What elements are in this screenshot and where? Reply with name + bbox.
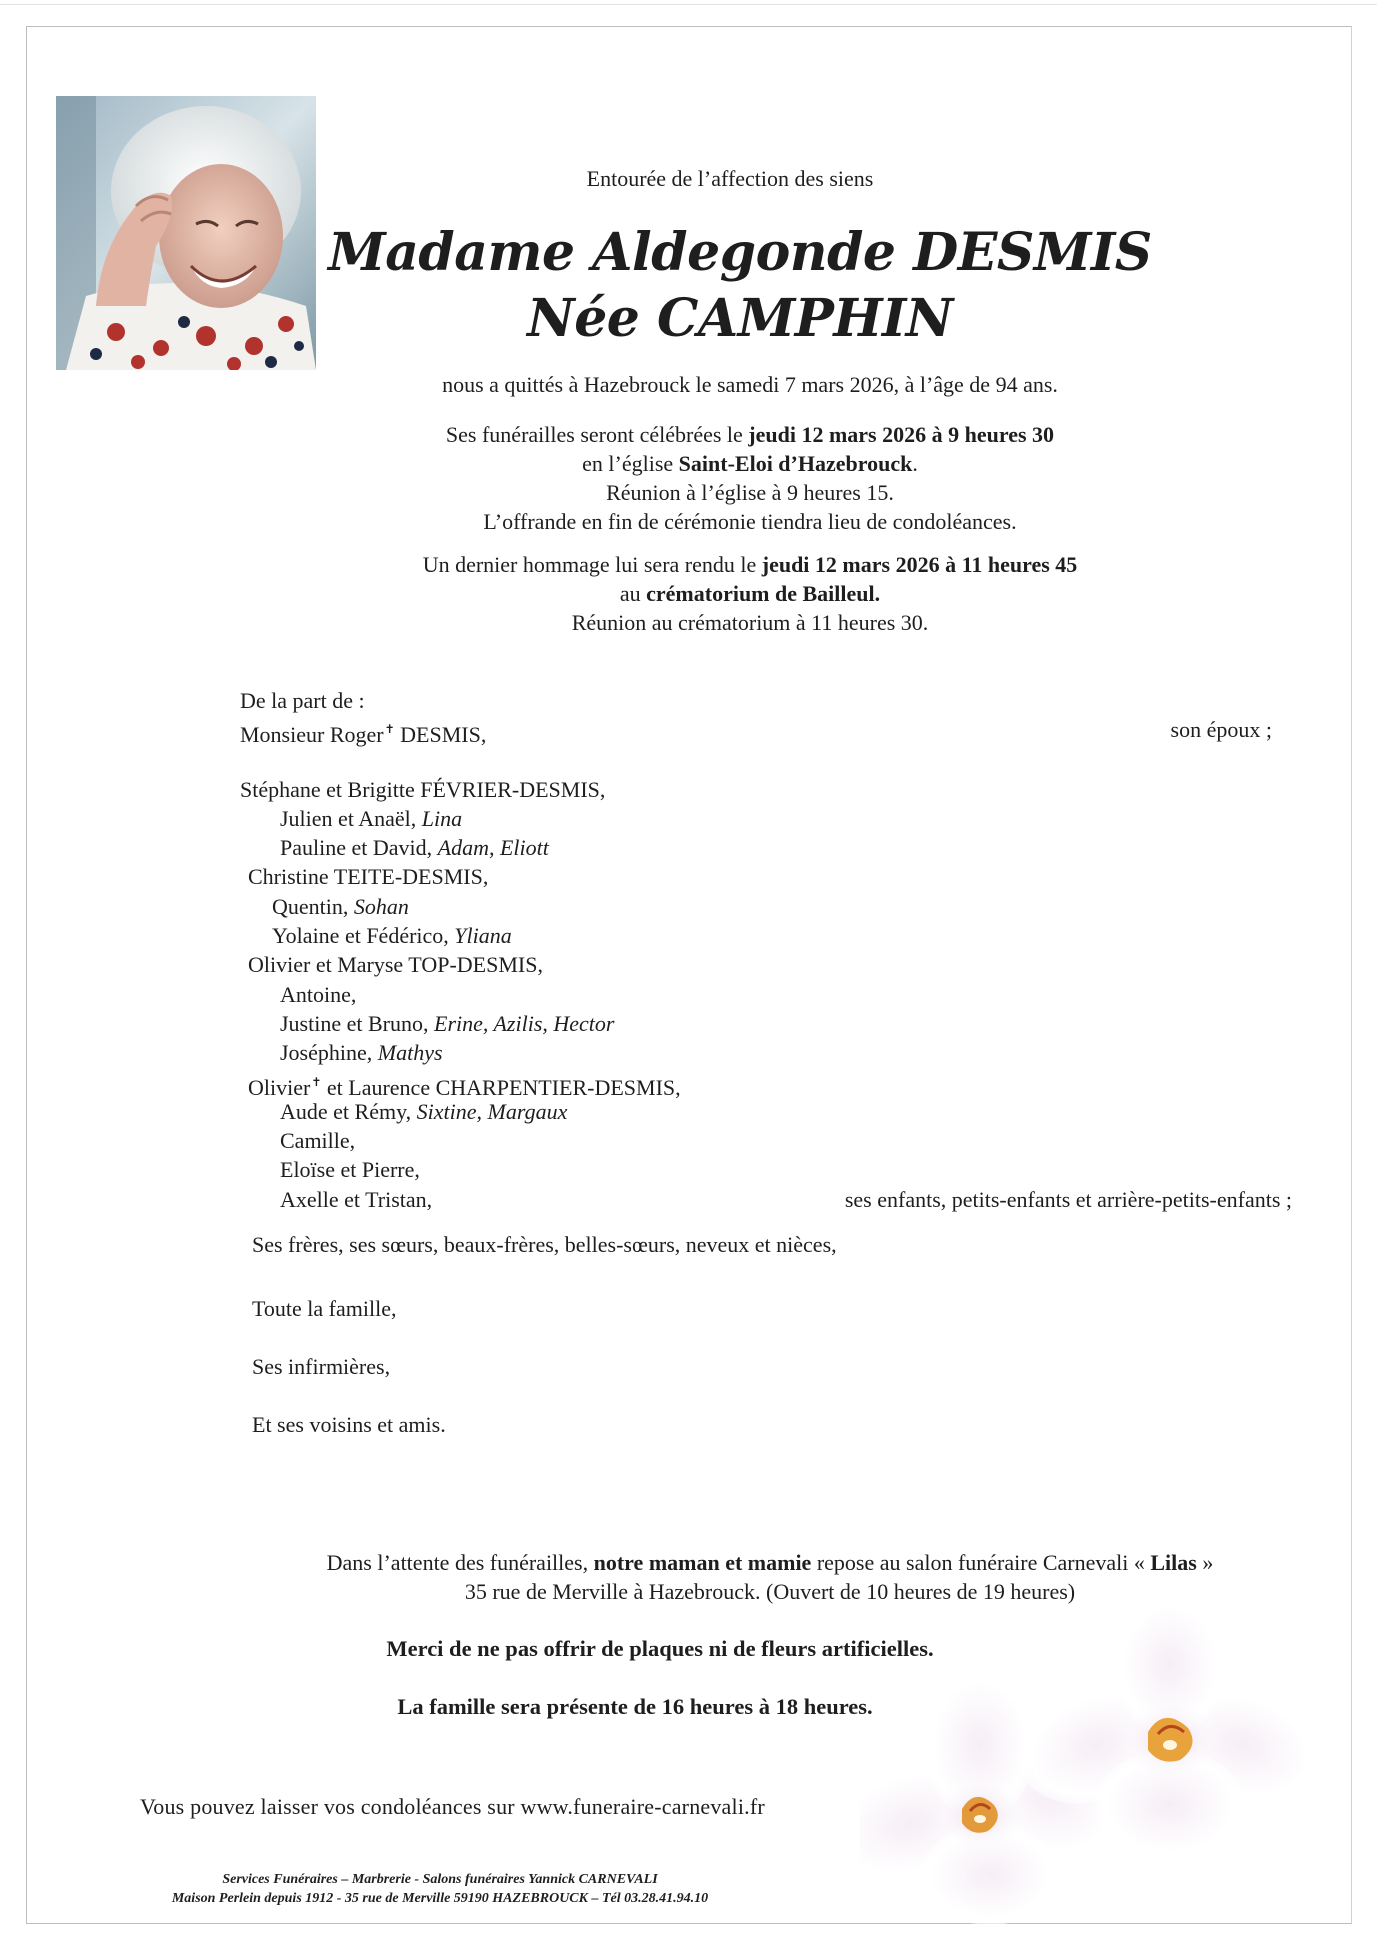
church-prefix: en l’église [582, 451, 679, 476]
family-list [240, 686, 1300, 1214]
great-grandchild-names: Sixtine, Margaux [416, 1098, 568, 1124]
whole-family-line: Toute la famille, [252, 1296, 397, 1321]
husband-surname: DESMIS, [394, 722, 487, 748]
husband-name: Monsieur Roger [240, 722, 384, 748]
child-row [240, 1068, 1300, 1100]
rest-line-1 [240, 1548, 1300, 1577]
funeral-church-line [330, 449, 1170, 478]
maiden-name: Née CAMPHIN [527, 288, 953, 349]
church-suffix: . [912, 451, 918, 476]
rest-who: notre maman et mamie [593, 1550, 812, 1575]
child-row: Christine TEITE-DESMIS, [248, 864, 489, 890]
children-role: ses enfants, petits-enfants et arrière-petits-enfants ; [844, 1186, 1292, 1212]
grandchild-row: Antoine, [280, 981, 357, 1007]
tribute-details [330, 550, 1170, 637]
nurses-line: Ses infirmières, [252, 1354, 391, 1379]
grandchild-names: Yolaine et Fédérico, [272, 923, 455, 949]
grandchild-row [240, 1009, 1300, 1038]
grandchild-row [240, 833, 1300, 862]
grandchild-names: Julien et Anaël, [280, 805, 422, 831]
great-grandchild-names: Sohan [353, 893, 409, 919]
grandchild-names: Axelle et Tristan, [280, 1186, 433, 1212]
great-grandchild-names: Yliana [454, 923, 512, 949]
rest-salon: repose au salon funéraire Carnevali « [811, 1550, 1151, 1575]
tribute-prefix: Un dernier hommage lui sera rendu le [422, 552, 762, 577]
funeral-details [330, 420, 1170, 536]
tribute-date: jeudi 12 mars 2026 à 11 heures 45 [761, 552, 1078, 577]
friends-line: Et ses voisins et amis. [252, 1412, 446, 1437]
from-label: De la part de : [240, 688, 365, 713]
grandchild-row [240, 892, 1300, 921]
grandchild-row [240, 1038, 1300, 1067]
tribute-date-line [330, 550, 1170, 579]
crematorium-name: crématorium de Bailleul. [646, 581, 881, 606]
death-notice-line: nous a quittés à Hazebrouck le samedi 7 mars 2026, à l’âge de 94 ans. [442, 372, 1058, 397]
great-grandchild-names: Lina [421, 805, 463, 831]
rest-suffix: » [1196, 1550, 1214, 1575]
crematorium-prefix: au [619, 581, 647, 606]
child-name: Olivier [248, 1074, 311, 1100]
grandchild-row [240, 921, 1300, 950]
rest-prefix: Dans l’attente des funérailles, [326, 1550, 594, 1575]
siblings-line: Ses frères, ses sœurs, beaux-frères, belles-sœurs, neveux et nièces, [252, 1232, 837, 1257]
funeral-date-prefix: Ses funérailles seront célébrées le [445, 422, 749, 447]
church-meeting-line: Réunion à l’église à 9 heures 15. [606, 480, 894, 505]
no-plaques-notice: Merci de ne pas offrir de plaques ni de fleurs artificielles. [386, 1636, 934, 1661]
rest-location [240, 1548, 1300, 1606]
child-row: Stéphane et Brigitte FÉVRIER-DESMIS, [240, 776, 606, 802]
child-row: Olivier et Maryse TOP-DESMIS, [248, 952, 543, 978]
child-surname: et Laurence CHARPENTIER-DESMIS, [321, 1074, 681, 1100]
funeral-date-line [330, 420, 1170, 449]
grandchild-row [240, 1097, 1300, 1126]
grandchild-row [240, 1185, 1300, 1214]
page-top-edge [0, 0, 1377, 5]
funeral-date: jeudi 12 mars 2026 à 9 heures 30 [748, 422, 1055, 447]
husband-role: son époux ; [1170, 717, 1272, 743]
family-presence-notice: La famille sera présente de 16 heures à 18 heures. [397, 1694, 873, 1719]
deceased-cross-icon: ✝ [311, 1074, 322, 1089]
deceased-name: Madame Aldegonde DESMIS [328, 222, 1152, 283]
great-grandchild-names: Erine, Azilis, Hector [434, 1010, 615, 1036]
grandchild-names: Quentin, [272, 893, 354, 919]
grandchild-names: Joséphine, [280, 1040, 378, 1066]
footer-line-2: Maison Perlein depuis 1912 - 35 rue de Merville 59190 HAZEBROUCK – Tél 03.28.41.94.10 [171, 1891, 709, 1906]
crematorium-line [330, 579, 1170, 608]
rest-line-2: 35 rue de Merville à Hazebrouck. (Ouvert de 10 heures de 19 heures) [464, 1579, 1076, 1604]
husband-row [240, 715, 1300, 748]
grandchild-names: Justine et Bruno, [280, 1010, 434, 1036]
grandchild-names: Pauline et David, [280, 835, 438, 861]
grandchild-names: Aude et Rémy, [280, 1098, 417, 1124]
crematorium-meeting-line: Réunion au crématorium à 11 heures 30. [571, 610, 929, 635]
funeral-home-footer [140, 1870, 740, 1908]
grandchild-row: Camille, [280, 1128, 356, 1154]
great-grandchild-names: Adam, Eliott [437, 835, 549, 861]
offering-line: L’offrande en fin de cérémonie tiendra lieu de condoléances. [483, 509, 1017, 534]
salon-room-name: Lilas [1150, 1550, 1197, 1575]
footer-line-1: Services Funéraires – Marbrerie - Salons funéraires Yannick CARNEVALI [222, 1872, 658, 1887]
deceased-cross-icon: ✝ [384, 722, 395, 737]
condolences-website-line: Vous pouvez laisser vos condoléances sur www.funeraire-carnevali.fr [140, 1794, 765, 1819]
intro-line: Entourée de l’affection des siens [586, 166, 874, 191]
church-name: Saint-Eloi d’Hazebrouck [678, 451, 913, 476]
great-grandchild-names: Mathys [377, 1040, 443, 1066]
grandchild-row [240, 804, 1300, 833]
grandchild-row: Eloïse et Pierre, [280, 1157, 420, 1183]
portrait-photo [56, 96, 316, 370]
